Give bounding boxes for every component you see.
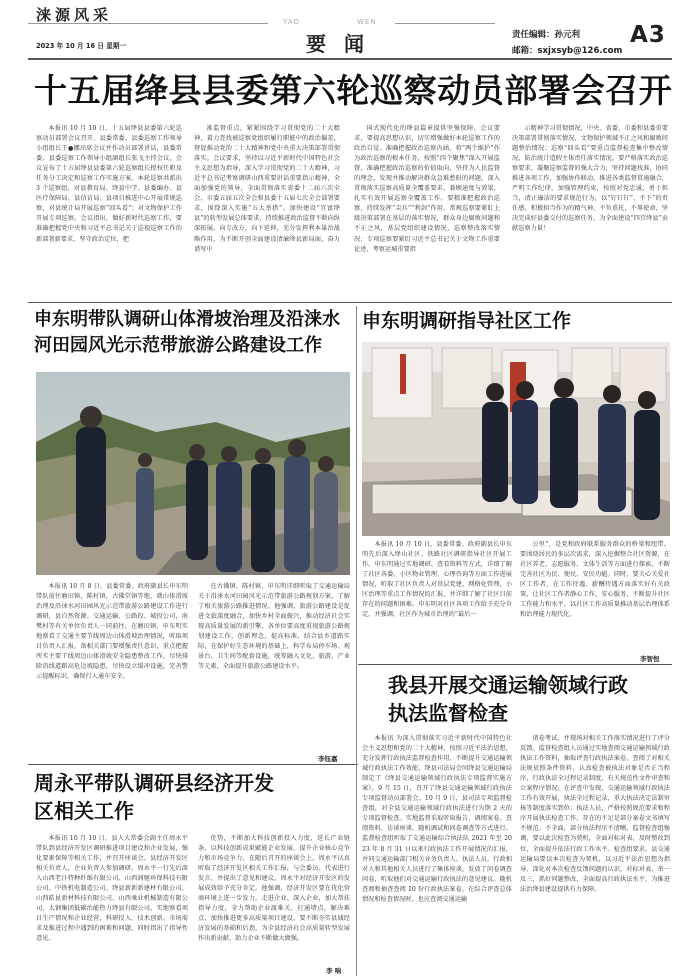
section-title: 要闻 xyxy=(306,32,382,56)
slope-photo-icon xyxy=(36,372,350,575)
right-top-headline: 申东明调研指导社区工作 xyxy=(362,310,572,332)
slope-photo xyxy=(36,372,350,575)
community-photo xyxy=(362,342,670,536)
section-divider-left xyxy=(28,764,358,765)
left-top-headline-line-2: 河田园风光示范带旅游公路建设工作 xyxy=(34,335,322,356)
page-number: A3 xyxy=(630,22,666,48)
left-top-headline-line-1: 申东明带队调研山体滑坡治理及沿涞水 xyxy=(34,309,340,330)
left-bottom-headline-line-1: 周永平带队调研县经济开发 xyxy=(34,771,274,795)
editor-email[interactable]: 邮箱：sxjxsyb@126.com xyxy=(512,46,623,56)
right-bottom-headline-line-1: 我县开展交通运输领域行政 xyxy=(388,673,628,697)
column-separator xyxy=(356,306,357,976)
left-top-col-2: 在古佛镇、陈村镇，申东明详细听取了交通运输局关于沿涞水河田园风光示范带旅游公路规划方案，了解了相关旅游公路推进情况。他强调，旅游公路建设是促进文旅深度融合，加快乡村全面振兴，推动经济社会实现高质量发展的新引擎，各单位要高度重视旅游公路规划建设工作，创新理念，提高标准，结合县乡道路实际，在保护好生态环境的基础上，科学布局停车场、观景台、卫生间等配套设施，统筹融入文化、旅游、产业等元素，全面提升旅游公路建设水平。 xyxy=(198,583,350,671)
main-article-col-1: 本报讯 10 月 10 日，十五届绛县县委第六轮巡察动员部署会议召开。县委常委、县委巡察工作领导小组组长王●娜出席会议并作动员部署讲话，县委常委、县委巡察工作领导小组副组长张飞主持会议。会议宣布了十五届绛县县委第六轮巡察组长授权任职及任务分工决定和巡察工作实施方案。本轮巡察共派出 3 个巡察组，对县教育局、绛县中学、县委编办、县医疗保障局、县信访局、县项目推进中心开展常规巡察，对县统计局开展巡察“回头看”；对文物保护工作开展专项巡察。会议指出，做好新时代巡察工作，要准确把握党中央和习近平总书记关于巡视巡察工作的新部署新要求，坚守政治定位，把 xyxy=(36,125,182,243)
left-top-byline: 李钰嘉 xyxy=(318,755,338,763)
main-article-col-3: 国式现代化的绛县篇章提供坚强保障。会议要求，要提高思想认识，切实增强做好本轮巡察工作的政治自觉。准确把握政治巡察内涵，将“两个维护”作为政治巡察的根本任务，按照“四个聚焦”深入开展监督，准确把握政治巡察的价值取向，坚持为人民监督的理念，发现并推动解决群众急难愁盼的问题，深入贯彻落实巡察高质量全覆盖要求，兼顾速度与效果，扎实有效开展巡察全覆盖工作。要精准把握政治巡察，持续发挥“尖兵”“利剑”作用，常规巡察要紧盯上级决策部署在基层的落实情况，群众身边腐败问题和不正之风，基层党组织建设情况，巡察整改落实情况；专项巡察要紧盯习近平总书记关于文物工作重要论述、考察运城重要指 xyxy=(354,125,500,253)
right-top-col-2: 公里”，是党和政府联系服务群众的桥梁和纽带。要围绕居民的多层次需求，深入挖掘整合社区资源，在社区养老、志愿服务、文体生活等方面进行探索，不断完善社区为民、便民、安民功能。同时，要关心关爱社区工作者，在工作待遇、薪酬待遇方面落实好有关政策，让社区工作者静心工作，安心服务，不断提升社区工作能力和水平，以社区工作高质量推动基层治理体系和治理能力现代化。 xyxy=(520,541,670,619)
masthead-logo: 涞源风采 xyxy=(36,6,113,24)
right-bottom-headline-line-2: 执法监督检查 xyxy=(388,701,508,725)
left-top-col-1: 本报讯 10 月 8 日，县委常委、政府副县长申东明带队前往磨田镇、陈村镇，古佛堂镇等地，就山体滑坡治理及沿涞水河田园风光示范带旅游公路建设工作进行调研，县自然资源、交通运输、公路段、城投公司，南樊村等有关单位负责人一同前往。在磨田镇，申东明实地察看了交通主要节线周边山体滑坡治理情况，听取项目负责人汇报，备相关部门要增强责任意识，重点把握所实主要干线周边山体滑坡安全隐患整改工作，尽快排除沿线道路高危边坡隐患，尽快设立缓冲设施，完善警示提醒标识，确保行人通车安全。 xyxy=(36,583,188,681)
left-bottom-byline: 李 响 xyxy=(326,967,342,975)
right-bottom-col-2: 闭卷考试，并现场对相关工作落实情况进行了评分反馈。监督检查组人员通过实地查阅交通运输领域行政执法工作资料，抽取评查行政执法案卷，查阅了对相关法规依照条件资料，认真检查被执法对象是否正当程序，行政执法全过程记录制度，有关规范性文件审查和立案程序情况。在评查中发现，交通运输领域行政执法工作有效开展，执法全过程记录，重大执法决定法制审核等制度落实到位；执法人员，严格按照规范要求和程序开展执法检查工作，存在的不足是部分案卷文书填写不规范、不全面，部分执法程序不清晰，监督检查组强调，要以此次检查为契机，全面对标对表，及时整改到位，全面提升依法行政工作水平。检查组要求，县交通运输局要以本次检查为契机，以习近平法治思想为指导，深化对本次检查反馈问题的认识，对标对表，举一反三，抓好问题整改，全面提高行政执法水平，为推进法治绛县建设提供有力保障。 xyxy=(520,735,670,893)
right-bottom-col-1: 本报讯 为深入贯彻落实习近平新时代中国特色社会主义思想和党的二十大精神，按照习近平法治思想，充分发挥行政执法监督检查作用，不断提升交通运输领域行政执法工作效能，绛县司法局会同绛县交通运输局制定了《绛县交通运输领域行政执法专项监督实施方案》，9 月 15 日，召开了绛县交通运输领域行政执法专项监督动员部署会。10 月 9 日，县司法专项监督检查组，对全县交通运输领域行政执法进行为期 2 天的专项监督检查。实地监督采取听取报告、调阅案卷、查阅资料、访谈座谈、随机调试和问卷调查等方式进行。监督检查组听取了交通运输综合执法队 2021 年至 2023 年 8 月 31 日以来行政执法工作开展情况的汇报，并同交通运输部门相关业务负责人、执法人员，行政相对人和其他相关人员进行了集体座谈，发放了问卷调查问卷，听取他们对交通运输行政执法的意见建议。随机查阅和抽查查阅 10 份行政执法案卷，在综合评查总体情况和检查情况时，也应查阅交通运输 xyxy=(362,735,512,903)
left-bottom-col-2: 优势，不断加大科技创新投入力度，延长产业链条，以科技创新成果赋能企业发展，提升企业核心竞争力和市场竞争力。在随后召开的座谈会上，周永平认真听取了经济开发区相关工作汇报，与会委员、代表进行发言，并提出了意见和建议。周永平对经济开发区的发展成效给予充分肯定。他强调，经济开发区要在优化营商环境上进一步发力，走进企业、深入企业，加大帮扶指导力度，全力帮助企业渡难关，打通堵点，解决难点，加快推进更多高质量项目建设，要不断夯实县域经济发展的基础和后劲，为全县经济社会高质量转型发展作出新贡献、助力企业不断做大做强。 xyxy=(198,835,350,943)
main-article-col-2: 准监督重点，紧紧围绕学习贯彻党的二十大精神，着力查找被巡察党组织履行职能中的政治偏差，督促推动党的二十大精神和党中央重大决策部署贯彻落实。会议要求，坚持以习近平新时代中国特色社会主义思想为指导，深入学习贯彻党的二十大精神，习近平总书记考察调研山西重要讲话重要指示精神，全面加强党的领导，全面贯彻落实省委十二届六次全会、市委五届五次全会和县委十五届七次全会部署要求，围绕深入实施“五大举措”、加快建设“宜富绛县”的转型发展总体要求，持续推进政治监督不断向纵深拓展。向专改方，向下延伸，充分发挥利本巢治战略作用，为不断开创全面建设清廉绛县新局面、奋力谱写中 xyxy=(194,125,340,253)
main-headline: 十五届绛县县委第六轮巡察动员部署会召开 xyxy=(34,71,673,110)
section-divider-1 xyxy=(28,302,672,303)
left-bottom-headline-line-2: 区相关工作 xyxy=(34,799,134,823)
right-top-col-1: 本报讯 10 月 10 日，县委常委、政府副县长申东明先后深入绛山社区、铁路社区调研指导社区开展工作。申东明通过实地调研、查看资料等方式，详细了解了社区各委、小区物业管理、心理咨询等方面工作进展情况，听取了社区负责人对基层党建，网格化管理，小区治理等重点工作情况的汇报，并详细了解了社区目前存在的问题和困难。申东明对社区各项工作给予充分肯定，并强调，社区作为城市治理的“最后一 xyxy=(362,541,512,619)
section-en-right: WEN xyxy=(357,18,377,26)
community-photo-icon xyxy=(362,342,670,536)
left-bottom-col-1: 本报讯 10 月 10 日，县人大常委会副主任周永平带队到县经济开发区调研推进项目建设和企业发展，强化要素保障等相关工作，并召开座谈会。县经济开发区相关负责人，企业负责人参加调研。周永平一行先后深入山西老汗特种纤维有限公司、山西润驰环保科技有限公司、中铁机电制造公司、绛县新新新建材有限公司、山西皓昆新材科技有限公司、山西乘业机械制造有限公司、太钢集团低碳治能热力绛县有限公司，实地察看项目生产情况和企业经营，科研投入、技术创新、市场需求及推进过程中遇到的困难和问题，同时指出了指导性意见。 xyxy=(36,835,188,943)
header-rule xyxy=(28,58,672,60)
editor-credit: 责任编辑：孙元利 xyxy=(512,30,581,40)
right-top-byline: 李智恒 xyxy=(640,655,660,663)
header-thin-rule-left xyxy=(28,23,268,24)
main-article-col-4: 示精神学习贯彻情况，中央、省委、市委和县委重要决策部署贯彻落实情况，文物保护领域不正之风和腐败问题整治情况；巡察“回头看”要重点监督检查集中整改情况，防治统计造假主体责任落实情况。要严格落实政治巡察要求。凝聚巡察监督的强大合力，坚持问题找准，协同推进各项工作，加强协作联动，推进各类监督贯通融合，严明工作纪律，加强管理约束，按照对党忠诚，勇于担当，清正廉洁的要求规范行为，以“钉钉钉”、不下”的责任感，积极担当作为的精气神，不负重托，不辱使命，坚决完成好县委交付的巡察任务，为全面建设“四宜绛县”贡献巡察力量！ xyxy=(512,125,668,233)
header-thin-rule-right xyxy=(395,23,495,24)
section-en-left: YAO xyxy=(283,18,300,26)
issue-date: 2023 年 10 月 16 日 星期一 xyxy=(36,42,127,50)
section-divider-right xyxy=(358,664,672,665)
